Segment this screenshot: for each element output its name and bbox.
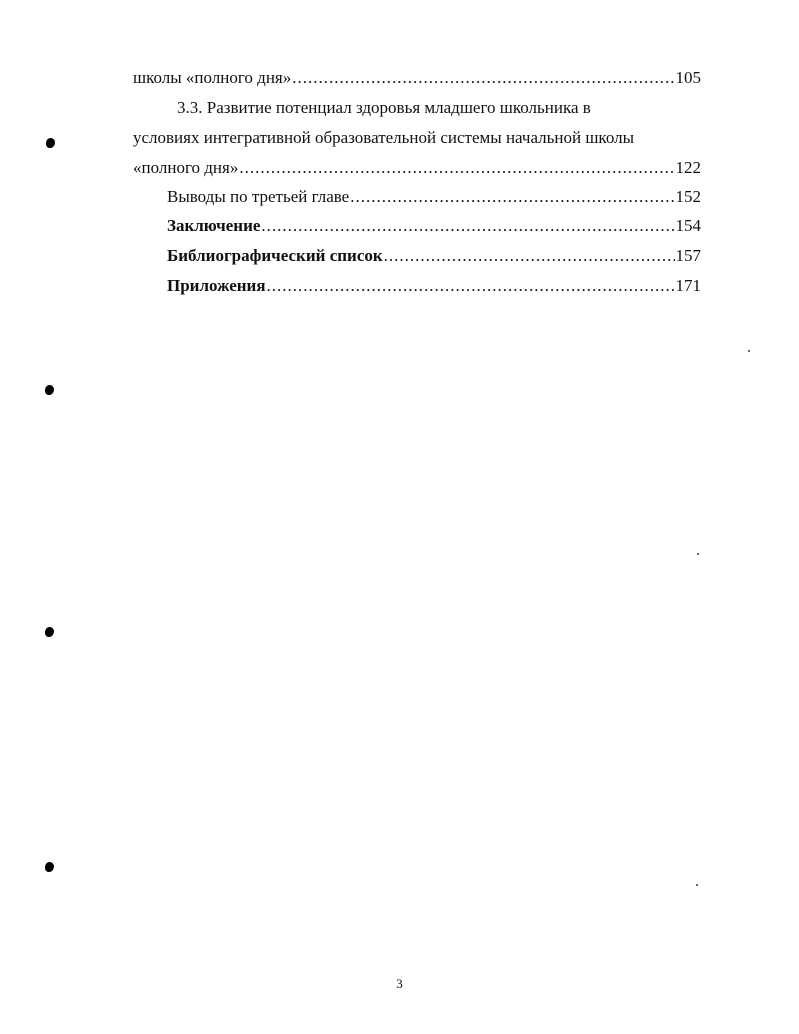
- toc-leader: [239, 158, 674, 178]
- punch-hole-mark: [45, 862, 54, 872]
- punch-hole-mark: [46, 138, 55, 148]
- toc-entry-title: Приложения: [167, 276, 266, 295]
- scan-speck: [748, 350, 750, 352]
- toc-entry-title: школы «полного дня»: [133, 68, 292, 87]
- toc-entry-page: 122: [675, 158, 701, 177]
- page-number: 3: [396, 976, 403, 991]
- toc-leader: [384, 246, 675, 266]
- scan-speck: [696, 884, 698, 886]
- toc-entry-page: 154: [675, 216, 701, 235]
- toc-entry-title: «полного дня»: [133, 158, 239, 177]
- punch-hole-mark: [45, 627, 54, 637]
- toc-leader: [267, 276, 675, 296]
- toc-entry-line: 3.3. Развитие потенциал здоровья младшего школьника в: [177, 98, 591, 117]
- toc-leader: [261, 216, 674, 236]
- toc-entry: [167, 276, 701, 296]
- toc-entry-title: Заключение: [167, 216, 261, 235]
- toc-entry: [167, 187, 701, 207]
- scan-speck: [697, 553, 699, 555]
- toc-entry: [167, 246, 701, 266]
- toc-entry: [133, 158, 701, 178]
- toc-leader: [350, 187, 674, 207]
- toc-entry: [133, 68, 701, 88]
- toc-entry-title: Библиографический список: [167, 246, 383, 265]
- toc-entry: [167, 216, 701, 236]
- toc-entry-page: 152: [675, 187, 701, 206]
- toc-entry-page: 157: [675, 246, 701, 265]
- punch-hole-mark: [45, 385, 54, 395]
- toc-leader: [292, 68, 674, 88]
- toc-entry-title: Выводы по третьей главе: [167, 187, 350, 206]
- toc-entry-line: условиях интегративной образовательной системы начальной школы: [133, 128, 634, 147]
- toc-entry-page: 171: [675, 276, 701, 295]
- toc-entry-page: 105: [675, 68, 701, 87]
